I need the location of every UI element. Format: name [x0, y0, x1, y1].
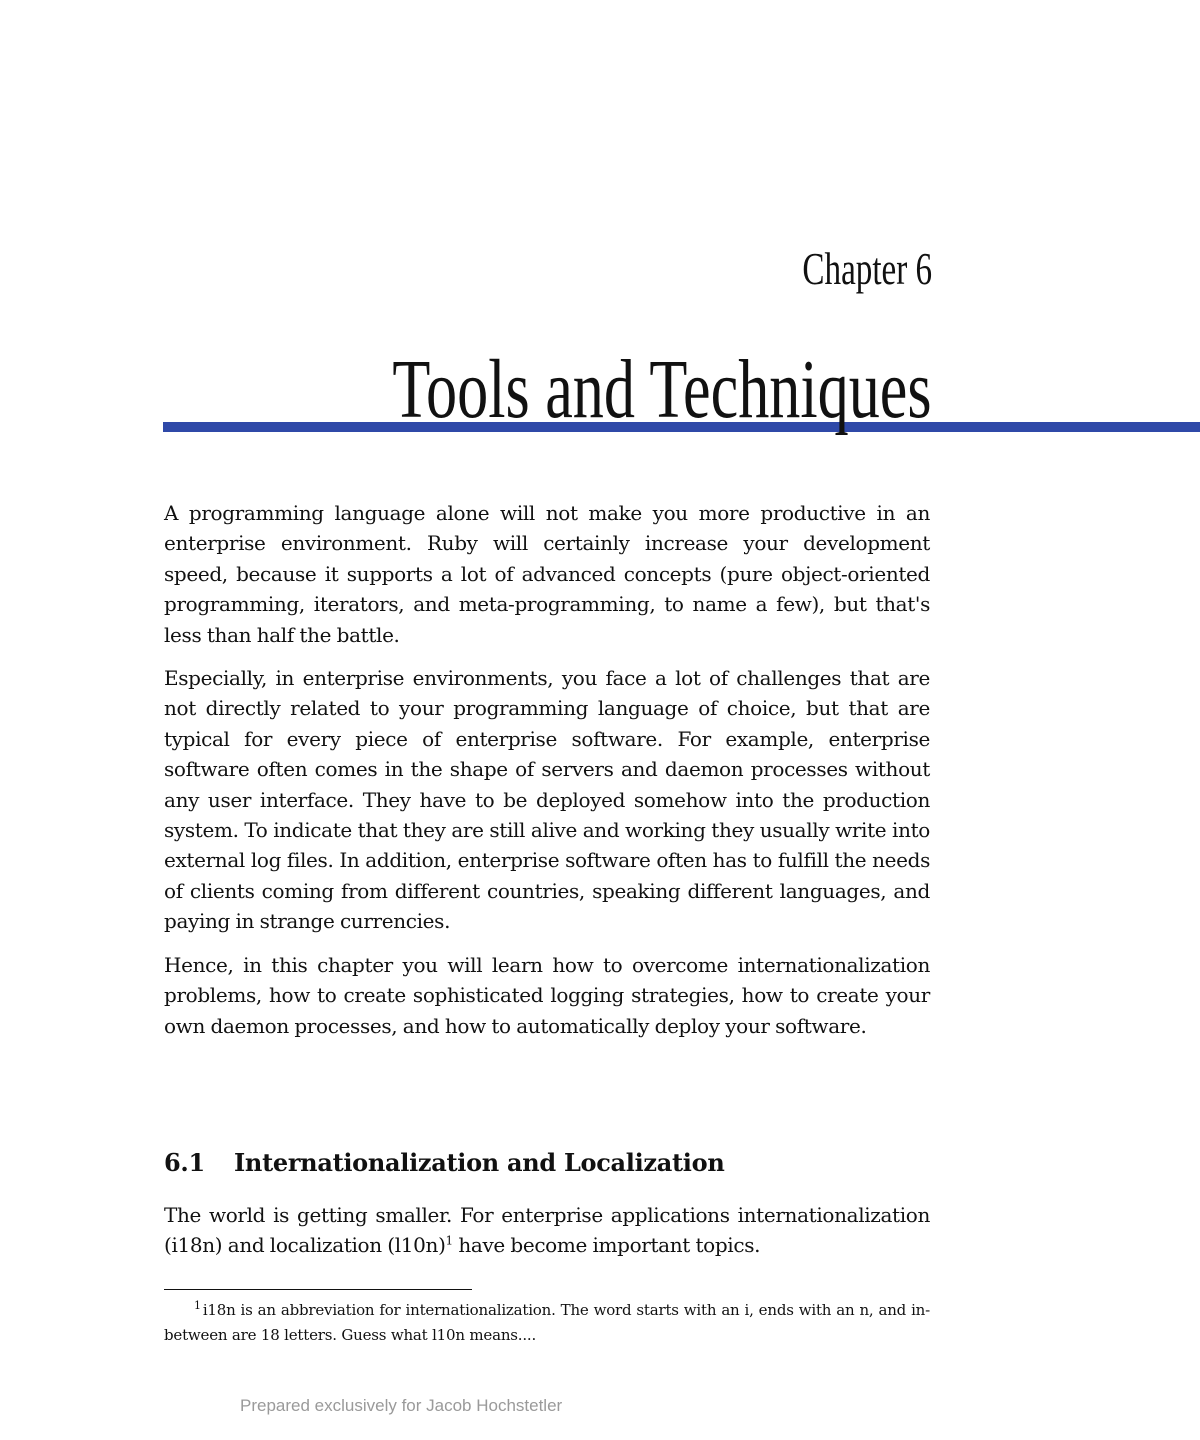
- footnote-reference[interactable]: 1: [445, 1233, 453, 1248]
- section-text: [164, 1200, 930, 1274]
- intro-text: [164, 498, 930, 1054]
- footnote-rule: [164, 1289, 472, 1290]
- section-title: Internationalization and Localization: [234, 1148, 725, 1177]
- paragraph-text: have become important topics.: [452, 1233, 761, 1258]
- paragraph: Especially, in enterprise environments, you face a lot of challenges that are not directly related to your programming language of choice, but that are typical for every piece of enterprise software. For example, enterprise software often comes in the shape of servers and daemon processes without any user interface. They have to be deployed somehow into the production system. To indicate that they are still alive and working they usually write into external log files. In addition, enterprise software often has to fulfill the needs of clients coming from different countries, speaking different languages, and paying in strange currencies.: [164, 666, 930, 934]
- footnote-text: i18n is an abbreviation for internationalization. The word starts with an i, ends with an n, and in-between are 18 letters. Guess what l10n means....: [164, 1301, 930, 1344]
- paragraph-text: The world is getting smaller. For enterprise applications internationalization (i18n) and localization (l10n): [164, 1203, 930, 1258]
- chapter-number: Chapter 6: [802, 243, 932, 294]
- chapter-title: Tools and Techniques: [392, 343, 932, 436]
- footnote: [164, 1293, 930, 1348]
- paragraph: Hence, in this chapter you will learn how to overcome internationalization problems, how to create sophisticated logging strategies, how to create your own daemon processes, and how to automatically deploy your software.: [164, 952, 930, 1038]
- footnote-mark: 1: [194, 1299, 201, 1312]
- watermark: Prepared exclusively for Jacob Hochstetler: [240, 1396, 563, 1415]
- section-heading: [164, 1148, 724, 1177]
- section-number: 6.1: [164, 1148, 205, 1177]
- paragraph: [164, 1200, 930, 1261]
- paragraph: A programming language alone will not make you more productive in an enterprise environment. Ruby will certainly increase your development speed, because it supports a lot of advanced concepts (pure object-oriented programming, iterators, and meta-programming, to name a few), but that's less than half the battle.: [164, 501, 930, 647]
